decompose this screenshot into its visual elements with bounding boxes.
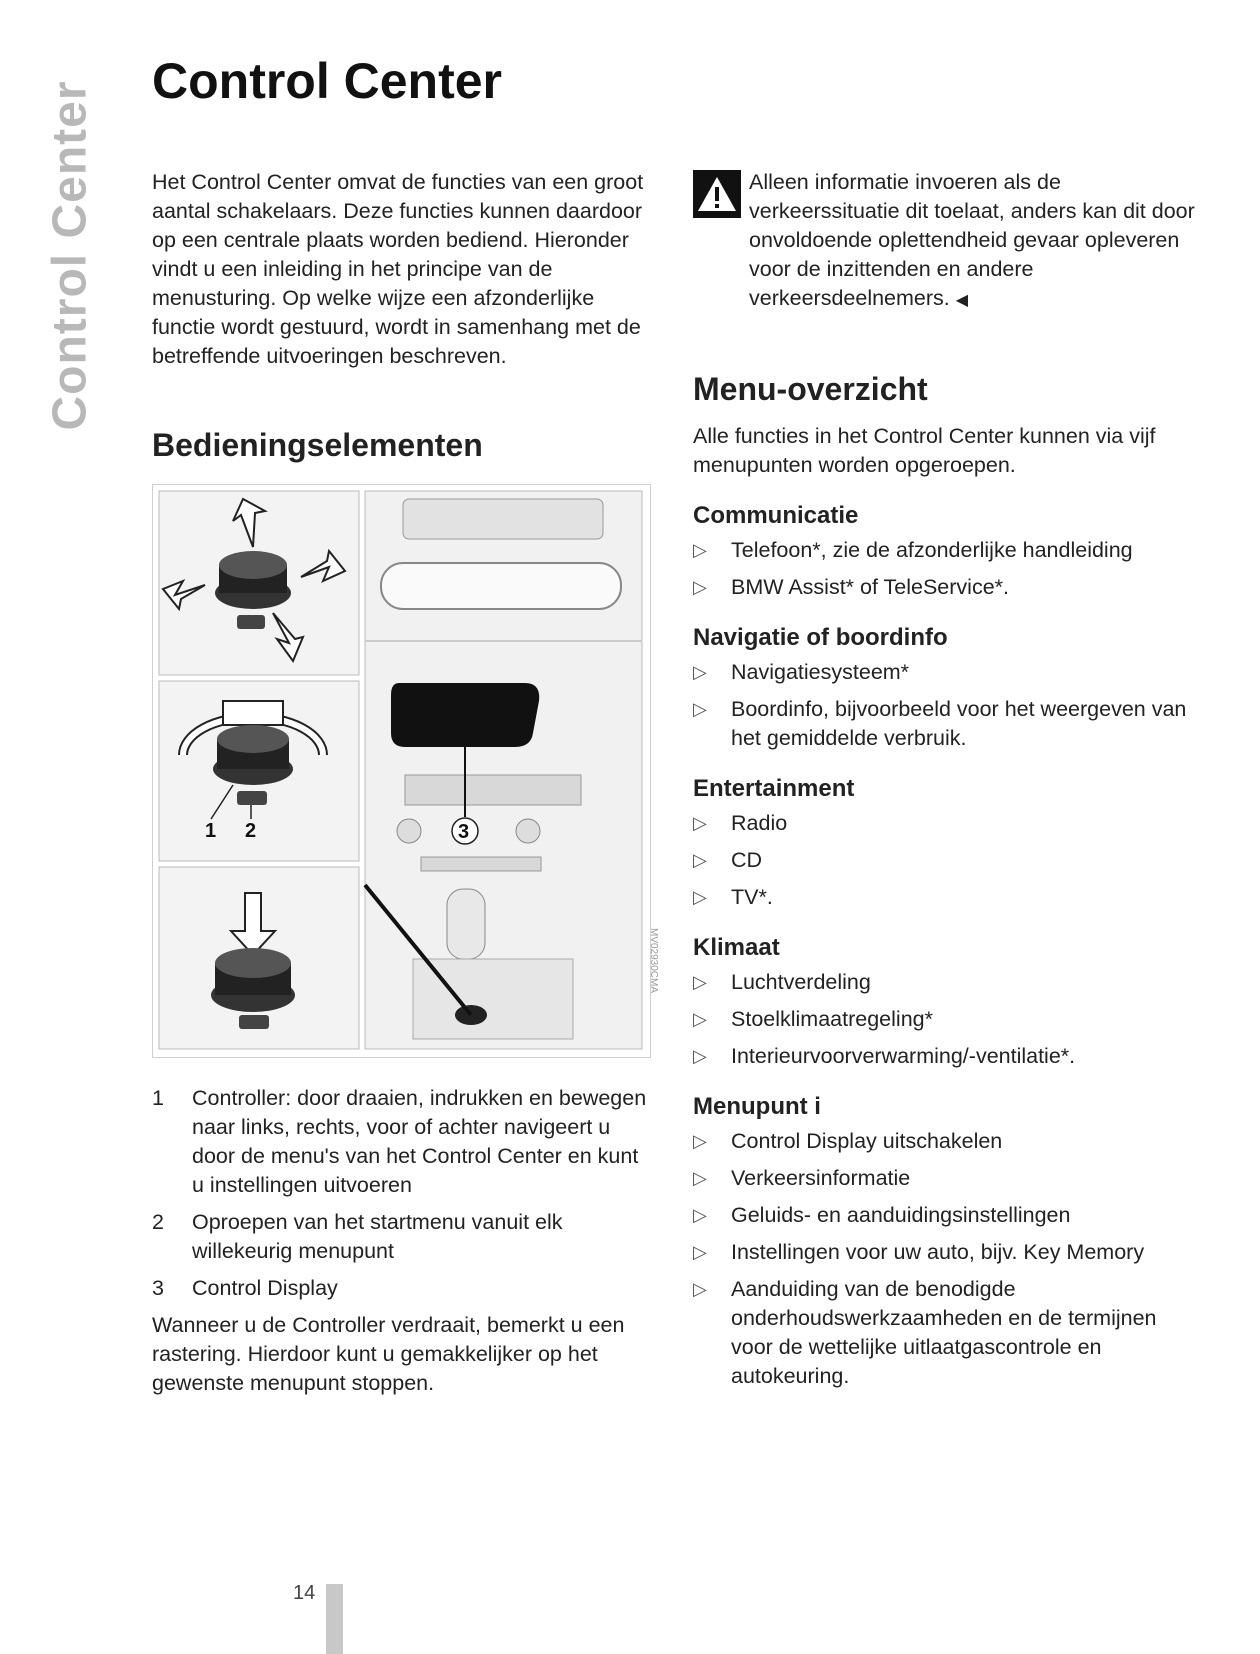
list-item-text: Instellingen voor uw auto, bijv. Key Memory: [731, 1240, 1145, 1264]
section-entertainment: [693, 775, 1198, 912]
caption-list: [152, 1084, 650, 1303]
section-navigatie: [693, 624, 1198, 753]
bullet-icon: ▷: [693, 577, 707, 597]
bullet-icon: ▷: [693, 1131, 707, 1151]
bullet-icon: ▷: [693, 1168, 707, 1188]
list-item-text: BMW Assist* of TeleService*.: [731, 575, 1009, 599]
caption-text: Control Display: [192, 1276, 338, 1300]
section-title: Entertainment: [693, 775, 855, 802]
right-column: [693, 168, 1198, 1399]
controls-heading: Bedieningselementen: [152, 427, 483, 463]
list-item-text: Boordinfo, bijvoorbeeld voor het weergeven van het gemiddelde verbruik.: [731, 697, 1187, 750]
menu-intro: Alle functies in het Control Center kunnen via vijf menupunten worden opgeroepen.: [693, 424, 1156, 477]
intro-paragraph: Het Control Center omvat de functies van een groot aantal schakelaars. Deze functies kunnen daardoor op een centrale plaats worden bediend. Hieronder vindt u een inleiding in het principe van de menusturing. Op welke wijze een afzonderlijke functie wordt gestuurd, wordt in samenhang met de betreffende uitvoeringen beschreven.: [152, 170, 644, 368]
caption-item: [152, 1084, 650, 1200]
warning-text: Alleen informatie invoeren als de verkeerssituatie dit toelaat, anders kan dit door onvoldoende oplettendheid gevaar opleveren voor de inzittenden en andere verkeersdeelnemers.: [749, 170, 1195, 310]
caption-number: 3: [152, 1276, 164, 1300]
bullet-icon: ▷: [693, 813, 707, 833]
list-item: [693, 658, 1198, 687]
list-item: [693, 968, 1198, 997]
controls-illustration: [153, 485, 650, 1057]
control-display-screen: [391, 683, 539, 747]
end-mark-icon: ◀: [955, 292, 969, 309]
figure-code: MV02930CMA: [647, 927, 659, 994]
label-3: 3: [458, 821, 470, 843]
bullet-icon: ▷: [693, 972, 707, 992]
list-item-text: Verkeersinformatie: [731, 1166, 911, 1190]
list-item-text: Stoelklimaatregeling*: [731, 1007, 933, 1031]
list-item: [693, 695, 1198, 753]
list-item: [693, 1238, 1198, 1267]
menu-heading: Menu-overzicht: [693, 371, 928, 407]
list-item-text: Aanduiding van de benodigde onderhoudswerkzaamheden en de termijnen voor de wettelijke uitlaatgascontrole en autokeuring.: [731, 1277, 1157, 1388]
list-item-text: Radio: [731, 811, 788, 835]
section-title: Menupunt i: [693, 1093, 821, 1120]
list-item-text: Control Display uitschakelen: [731, 1129, 1003, 1153]
list-item-text: Navigatiesysteem*: [731, 660, 910, 684]
page-marker-bar: [326, 1584, 343, 1654]
list-item-text: Telefoon*, zie de afzonderlijke handleiding: [731, 538, 1133, 562]
caption-number: 1: [152, 1086, 164, 1110]
bullet-icon: ▷: [693, 887, 707, 907]
section-klimaat: [693, 934, 1198, 1071]
bullet-icon: ▷: [693, 662, 707, 682]
controller-note: Wanneer u de Controller verdraait, bemerkt u een rastering. Hierdoor kunt u gemakkelijker op het gewenste menupunt stoppen.: [152, 1313, 625, 1395]
left-column: [152, 168, 659, 1398]
bullet-icon: ▷: [693, 1279, 707, 1299]
warning-block: [693, 168, 1198, 315]
label-1: 1: [205, 820, 217, 842]
list-item: [693, 536, 1198, 565]
list-item-text: Luchtverdeling: [731, 970, 871, 994]
caption-item: [152, 1274, 650, 1303]
page-title: Control Center: [152, 53, 502, 109]
list-item: [693, 573, 1198, 602]
list-item: [693, 1042, 1198, 1071]
list-item: [693, 1275, 1198, 1391]
bullet-icon: ▷: [693, 1009, 707, 1029]
bullet-icon: ▷: [693, 1242, 707, 1262]
caption-number: 2: [152, 1210, 164, 1234]
bullet-icon: ▷: [693, 850, 707, 870]
side-tab-label: Control Center: [43, 80, 97, 430]
list-item-text: CD: [731, 848, 763, 872]
list-item: [693, 846, 1198, 875]
section-communicatie: [693, 502, 1198, 602]
bullet-icon: ▷: [693, 1046, 707, 1066]
bullet-icon: ▷: [693, 540, 707, 560]
caption-item: [152, 1208, 650, 1266]
controls-figure: [152, 484, 659, 1058]
section-title: Navigatie of boordinfo: [693, 624, 948, 651]
rear-mirror: [381, 563, 621, 609]
list-item: [693, 883, 1198, 912]
section-title: Klimaat: [693, 934, 780, 961]
page-number: 14: [293, 1582, 316, 1604]
list-item-text: Interieurvoorverwarming/-ventilatie*.: [731, 1044, 1076, 1068]
caption-text: Controller: door draaien, indrukken en bewegen naar links, rechts, voor of achter navigeert u door de menu's van het Control Center en kunt u instellingen uitvoeren: [192, 1086, 647, 1197]
list-item: [693, 1164, 1198, 1193]
warning-icon: [693, 170, 741, 218]
list-item: [693, 1127, 1198, 1156]
list-item-text: TV*.: [731, 885, 773, 909]
list-item: [693, 1201, 1198, 1230]
section-title: Communicatie: [693, 502, 859, 529]
list-item: [693, 1005, 1198, 1034]
list-item: [693, 809, 1198, 838]
side-tab: [38, 60, 102, 450]
caption-text: Oproepen van het startmenu vanuit elk willekeurig menupunt: [192, 1210, 563, 1263]
bullet-icon: ▷: [693, 699, 707, 719]
label-2: 2: [245, 820, 257, 842]
list-item-text: Geluids- en aanduidingsinstellingen: [731, 1203, 1071, 1227]
bullet-icon: ▷: [693, 1205, 707, 1225]
section-menupunt-i: [693, 1093, 1198, 1391]
